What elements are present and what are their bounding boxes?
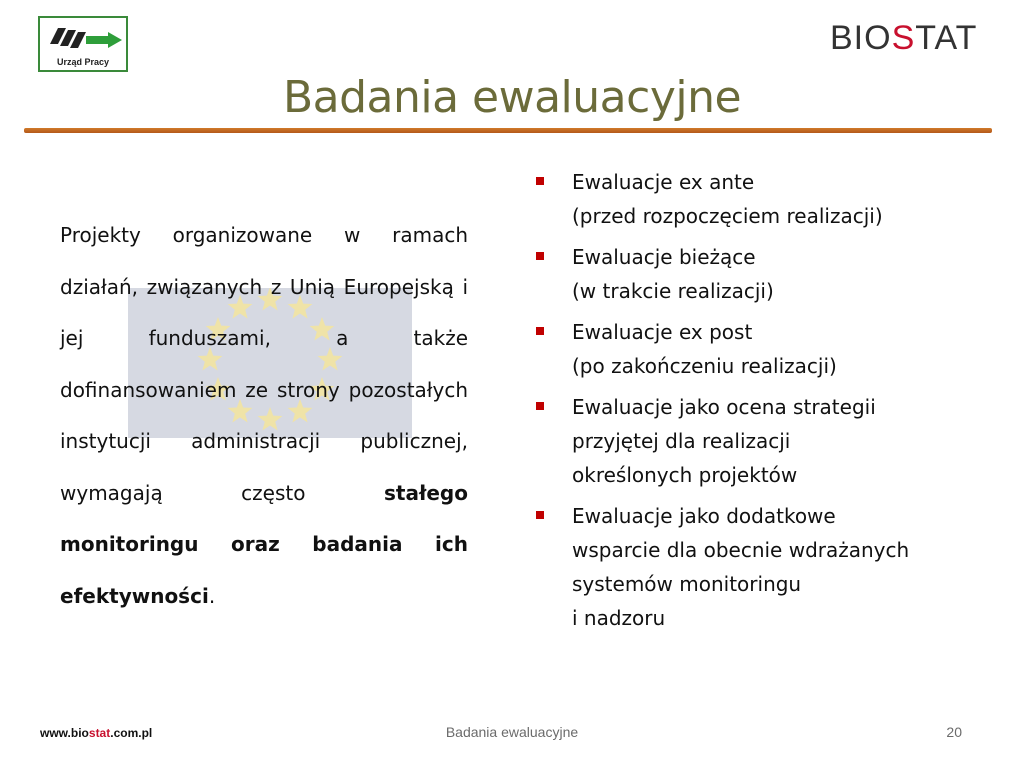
footer-url-part2: stat: [88, 726, 111, 740]
bullet-square-icon: [536, 252, 544, 260]
page-number: 20: [946, 724, 962, 740]
list-item-line: Ewaluacje bieżące: [572, 245, 756, 269]
biostat-logo-part2: S: [891, 19, 916, 57]
list-item: [530, 499, 970, 635]
list-item-line: (przed rozpoczęciem realizacji): [572, 204, 883, 228]
title-divider: [24, 128, 992, 133]
bullet-square-icon: [536, 327, 544, 335]
list-item: [530, 240, 970, 308]
list-item-line: Ewaluacje ex ante: [572, 170, 755, 194]
urzad-pracy-logo: [38, 16, 128, 72]
list-item-line: (po zakończeniu realizacji): [572, 354, 837, 378]
footer-title: Badania ewaluacyjne: [445, 724, 579, 740]
biostat-logo-part1: BIO: [830, 19, 892, 57]
list-item: [530, 315, 970, 383]
list-item-line: Ewaluacje jako dodatkowe: [572, 504, 836, 528]
list-item-line: przyjętej dla realizacji: [572, 429, 791, 453]
list-item-line: określonych projektów: [572, 463, 798, 487]
intro-text: Projekty organizowane w ramach działań, związanych z Unią Europejską i jej funduszami, a także dofinansowaniem ze strony pozostałych instytucji administracji publicznej, wymagają często: [60, 223, 468, 505]
list-item-line: Ewaluacje ex post: [572, 320, 753, 344]
evaluation-types-list: [530, 165, 970, 642]
intro-bold-text: stałego monitoringu oraz badania ich efektywności: [60, 480, 468, 608]
biostat-logo-part3: TAT: [915, 19, 978, 57]
list-item-line: Ewaluacje jako ocena strategii: [572, 395, 876, 419]
urzad-pracy-logo-mark: [46, 24, 124, 52]
bullet-square-icon: [536, 511, 544, 519]
slide-title: Badania ewaluacyjne: [282, 72, 742, 123]
intro-text-end: .: [208, 583, 216, 608]
list-item: [530, 390, 970, 492]
urzad-pracy-caption: Urząd Pracy: [56, 57, 110, 67]
list-item-line: (w trakcie realizacji): [572, 279, 774, 303]
list-item: [530, 165, 970, 233]
intro-paragraph: [60, 210, 468, 622]
biostat-logo: [830, 20, 977, 56]
list-item-line: wsparcie dla obecnie wdrażanych: [572, 538, 910, 562]
list-item-line: i nadzoru: [572, 606, 666, 630]
bullet-square-icon: [536, 402, 544, 410]
list-item-line: systemów monitoringu: [572, 572, 802, 596]
bullet-square-icon: [536, 177, 544, 185]
footer-url-part1: www.bio: [40, 726, 89, 740]
footer-url-part3: .com.pl: [110, 726, 153, 740]
